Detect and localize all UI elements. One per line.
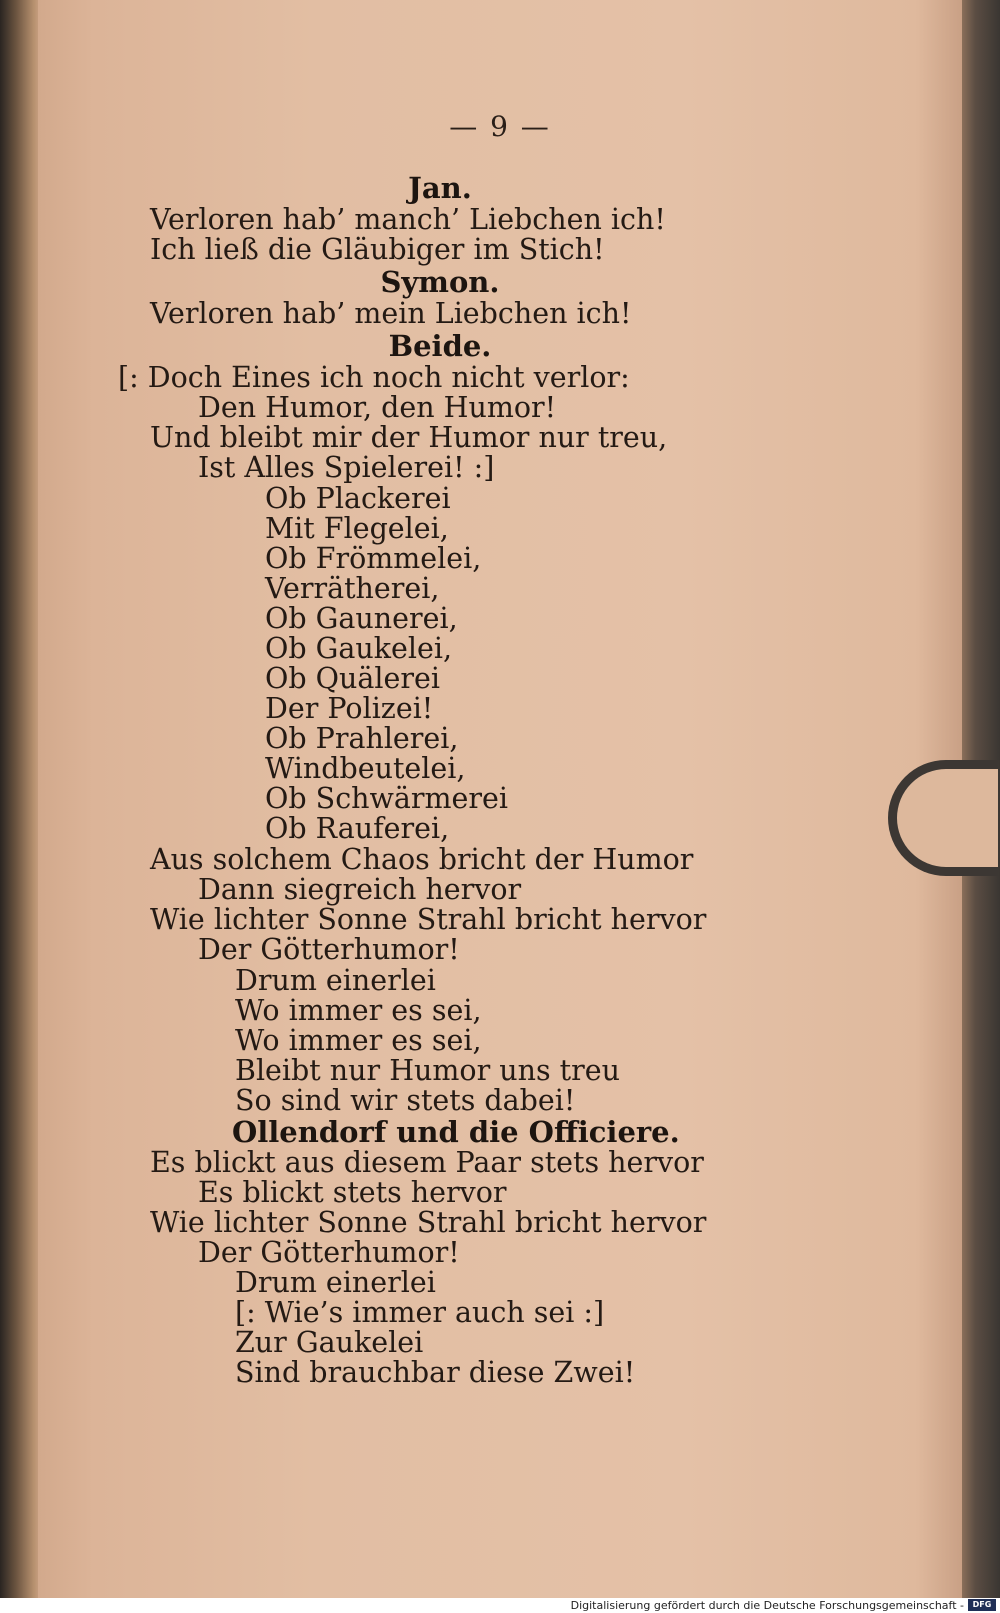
verse-line: [: Wie’s immer auch sei :] [235, 1296, 605, 1329]
verse-line: Es blickt aus diesem Paar stets hervor [150, 1146, 704, 1179]
verse-line: Wie lichter Sonne Strahl bricht hervor [150, 903, 707, 936]
verse-line: Der Götterhumor! [198, 933, 460, 966]
verse-line: Der Götterhumor! [198, 1236, 460, 1269]
verse-line: So sind wir stets dabei! [235, 1084, 576, 1117]
speaker-label: Jan. [408, 171, 472, 205]
verse-line: Und bleibt mir der Humor nur treu, [150, 421, 668, 454]
verse-line: Ich ließ die Gläubiger im Stich! [150, 233, 605, 266]
verse-line: Drum einerlei [235, 964, 436, 997]
verse-line: Verloren hab’ manch’ Liebchen ich! [150, 203, 666, 236]
verse-line: Wo immer es sei, [235, 994, 482, 1027]
verse-line: Mit Flegelei, [265, 512, 449, 545]
verse-line: Ob Prahlerei, [265, 722, 459, 755]
verse-line: Ob Gaunerei, [265, 602, 458, 635]
verse-line: Ob Rauferei, [265, 812, 450, 845]
verse-line: Dann siegreich hervor [198, 873, 522, 906]
verse-line: Ist Alles Spielerei! :] [198, 451, 495, 484]
verse-line: Verloren hab’ mein Liebchen ich! [150, 297, 632, 330]
verse-line: Ob Frömmelei, [265, 542, 482, 575]
verse-line: Zur Gaukelei [235, 1326, 424, 1359]
verse-line: Ob Schwärmerei [265, 782, 509, 815]
verse-line: Windbeutelei, [265, 752, 466, 785]
verse-line: Ob Plackerei [265, 482, 451, 515]
verse-line: Ob Quälerei [265, 662, 440, 695]
speaker-label: Ollendorf und die Officiere. [232, 1115, 680, 1149]
verse-line: Sind brauchbar diese Zwei! [235, 1356, 636, 1389]
verse-line: [: Doch Eines ich noch nicht verlor: [118, 361, 630, 394]
page-number: — 9 — [449, 110, 551, 143]
verse-line: Wo immer es sei, [235, 1024, 482, 1057]
verse-line: Drum einerlei [235, 1266, 436, 1299]
verse-line: Wie lichter Sonne Strahl bricht hervor [150, 1206, 707, 1239]
speaker-label: Symon. [380, 265, 500, 299]
footer-credit: Digitalisierung gefördert durch die Deutsche Forschungsgemeinschaft - [570, 1599, 964, 1612]
verse-line: Bleibt nur Humor uns treu [235, 1054, 620, 1087]
digitization-footer [0, 1598, 1000, 1613]
verse-line: Verrätherei, [265, 572, 440, 605]
speaker-label: Beide. [388, 329, 492, 363]
dfg-logo: DFG [968, 1599, 996, 1611]
verse-line: Es blickt stets hervor [198, 1176, 507, 1209]
verse-line: Ob Gaukelei, [265, 632, 453, 665]
verse-line: Der Polizei! [265, 692, 434, 725]
verse-line: Den Humor, den Humor! [198, 391, 557, 424]
verse-line: Aus solchem Chaos bricht der Humor [150, 843, 694, 876]
